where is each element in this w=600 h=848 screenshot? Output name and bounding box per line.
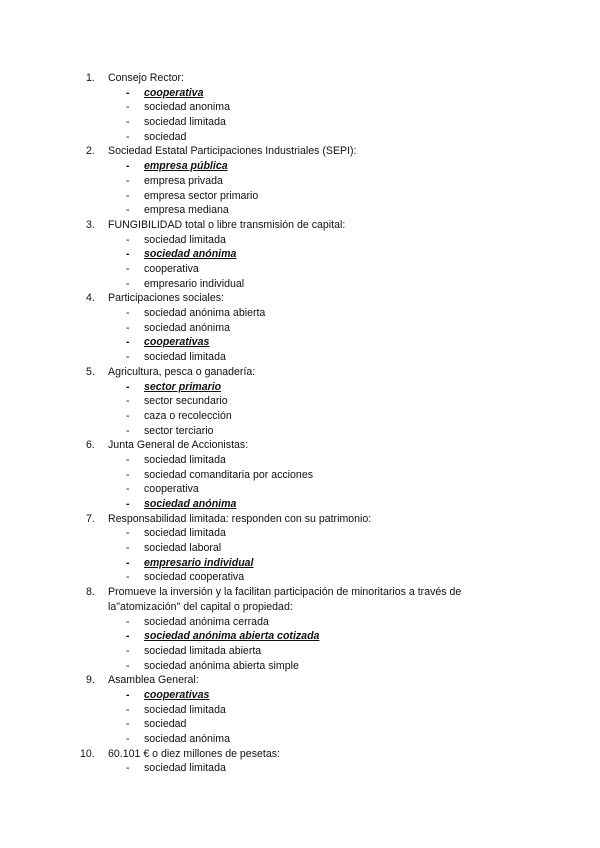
question-line xyxy=(0,512,600,527)
dash-bullet-icon: - xyxy=(126,468,130,481)
answer-option xyxy=(0,659,600,674)
question-item xyxy=(0,673,600,746)
answer-option xyxy=(0,482,600,497)
question-text: Responsabilidad limitada: responden con su patrimonio: xyxy=(108,512,372,525)
dash-bullet-icon: - xyxy=(126,395,130,408)
answer-option-text: sociedad laboral xyxy=(144,542,222,555)
answer-option xyxy=(0,703,600,718)
dash-bullet-icon: - xyxy=(126,556,130,569)
dash-bullet-icon: - xyxy=(126,233,130,246)
answer-option-text: cooperativa xyxy=(144,262,199,275)
answer-option-text: sociedad anonima xyxy=(144,101,230,114)
answer-option-text: empresa privada xyxy=(144,174,223,187)
answer-option-text: sociedad anónima xyxy=(144,733,230,746)
dash-bullet-icon: - xyxy=(126,703,130,716)
dash-bullet-icon: - xyxy=(126,116,130,129)
answer-option xyxy=(0,100,600,115)
question-number: 10. xyxy=(80,747,95,760)
question-line xyxy=(0,673,600,688)
answer-option-text: sociedad limitada xyxy=(144,703,226,716)
answer-option-text: empresario individual xyxy=(144,556,254,569)
correct-answer-option xyxy=(0,247,600,262)
dash-bullet-icon: - xyxy=(126,160,130,173)
correct-answer-option xyxy=(0,688,600,703)
question-item xyxy=(0,144,600,217)
correct-answer-option xyxy=(0,497,600,512)
answer-option xyxy=(0,717,600,732)
answer-option-text: sector terciario xyxy=(144,424,214,437)
answer-option xyxy=(0,262,600,277)
question-number: 7. xyxy=(86,512,95,525)
dash-bullet-icon: - xyxy=(126,204,130,217)
question-item xyxy=(0,585,600,673)
question-text: Promueve la inversión y la facilitan participación de minoritarios a través de la"atomización" del capital o propiedad: xyxy=(108,586,462,613)
answer-option-text: empresa mediana xyxy=(144,204,229,217)
answer-option-text: empresa sector primario xyxy=(144,189,259,202)
correct-answer-option xyxy=(0,159,600,174)
dash-bullet-icon: - xyxy=(126,277,130,290)
dash-bullet-icon: - xyxy=(126,409,130,422)
question-list xyxy=(0,71,600,776)
question-line xyxy=(0,144,600,159)
answer-option-text: empresa pública xyxy=(144,160,228,173)
question-text: Agricultura, pesca o ganadería: xyxy=(108,365,256,378)
question-number: 4. xyxy=(86,292,95,305)
question-item xyxy=(0,71,600,144)
answer-option-text: cooperativa xyxy=(144,483,199,496)
question-number: 9. xyxy=(86,674,95,687)
answer-option xyxy=(0,233,600,248)
answer-option xyxy=(0,130,600,145)
dash-bullet-icon: - xyxy=(126,762,130,775)
dash-bullet-icon: - xyxy=(126,630,130,643)
question-number: 5. xyxy=(86,365,95,378)
question-line xyxy=(0,438,600,453)
answer-option-text: sector primario xyxy=(144,380,222,393)
dash-bullet-icon: - xyxy=(126,483,130,496)
question-line xyxy=(0,291,600,306)
answer-option xyxy=(0,644,600,659)
question-item xyxy=(0,218,600,291)
question-text: FUNGIBILIDAD total o libre transmisión de capital: xyxy=(108,218,346,231)
correct-answer-option xyxy=(0,629,600,644)
dash-bullet-icon: - xyxy=(126,174,130,187)
dash-bullet-icon: - xyxy=(126,336,130,349)
answer-option-text: caza o recolección xyxy=(144,409,232,422)
answer-option-text: cooperativa xyxy=(144,86,204,99)
question-item xyxy=(0,747,600,776)
dash-bullet-icon: - xyxy=(126,542,130,555)
question-number: 1. xyxy=(86,72,95,84)
answer-option xyxy=(0,468,600,483)
answer-option-text: sociedad anónima abierta xyxy=(144,307,266,320)
answer-option-text: sociedad limitada xyxy=(144,527,226,540)
answer-option-text: sociedad limitada abierta xyxy=(144,644,262,657)
answer-option xyxy=(0,277,600,292)
answer-option xyxy=(0,321,600,336)
answer-option-text: sociedad anónima abierta simple xyxy=(144,659,299,672)
question-line xyxy=(0,747,600,762)
answer-option xyxy=(0,526,600,541)
dash-bullet-icon: - xyxy=(126,659,130,672)
answer-option xyxy=(0,306,600,321)
answer-option-text: sociedad limitada xyxy=(144,233,226,246)
question-text: Asamblea General: xyxy=(108,674,199,687)
answer-option xyxy=(0,409,600,424)
question-text: Consejo Rector: xyxy=(108,72,184,84)
question-number: 6. xyxy=(86,439,95,452)
dash-bullet-icon: - xyxy=(126,424,130,437)
answer-option xyxy=(0,189,600,204)
question-number: 3. xyxy=(86,218,95,231)
dash-bullet-icon: - xyxy=(126,101,130,114)
dash-bullet-icon: - xyxy=(126,321,130,334)
answer-option-text: sociedad anónima xyxy=(144,321,230,334)
answer-option-text: sector secundario xyxy=(144,395,228,408)
dash-bullet-icon: - xyxy=(126,189,130,202)
answer-option-text: cooperativas xyxy=(144,689,210,702)
dash-bullet-icon: - xyxy=(126,262,130,275)
correct-answer-option xyxy=(0,556,600,571)
answer-option-text: sociedad anónima cerrada xyxy=(144,615,269,628)
answer-option-text: sociedad limitada xyxy=(144,116,226,129)
dash-bullet-icon: - xyxy=(126,527,130,540)
question-line xyxy=(0,365,600,380)
answer-option-text: sociedad xyxy=(144,130,187,143)
dash-bullet-icon: - xyxy=(126,453,130,466)
correct-answer-option xyxy=(0,380,600,395)
dash-bullet-icon: - xyxy=(126,380,130,393)
answer-option-text: sociedad anónima xyxy=(144,498,237,511)
question-item xyxy=(0,365,600,438)
question-text: 60.101 € o diez millones de pesetas: xyxy=(108,747,280,760)
question-item xyxy=(0,438,600,511)
answer-option-text: sociedad limitada xyxy=(144,762,226,775)
answer-option-text: sociedad cooperativa xyxy=(144,571,245,584)
answer-option-text: sociedad anónima abierta cotizada xyxy=(144,630,320,643)
dash-bullet-icon: - xyxy=(126,615,130,628)
dash-bullet-icon: - xyxy=(126,733,130,746)
answer-option xyxy=(0,174,600,189)
answer-option xyxy=(0,570,600,585)
question-item xyxy=(0,512,600,585)
answer-option-text: cooperativas xyxy=(144,336,210,349)
answer-option xyxy=(0,394,600,409)
question-item xyxy=(0,291,600,364)
correct-answer-option xyxy=(0,335,600,350)
answer-option-text: sociedad limitada xyxy=(144,453,226,466)
question-text: Junta General de Accionistas: xyxy=(108,439,249,452)
question-line xyxy=(0,71,600,86)
answer-option xyxy=(0,115,600,130)
dash-bullet-icon: - xyxy=(126,248,130,261)
answer-option-text: empresario individual xyxy=(144,277,245,290)
dash-bullet-icon: - xyxy=(126,571,130,584)
dash-bullet-icon: - xyxy=(126,351,130,364)
dash-bullet-icon: - xyxy=(126,498,130,511)
answer-option xyxy=(0,203,600,218)
question-text: Sociedad Estatal Participaciones Industriales (SEPI): xyxy=(108,145,357,158)
answer-option xyxy=(0,453,600,468)
question-text: Participaciones sociales: xyxy=(108,292,224,305)
answer-option-text: sociedad xyxy=(144,718,187,731)
answer-option xyxy=(0,350,600,365)
dash-bullet-icon: - xyxy=(126,644,130,657)
question-line xyxy=(0,585,600,614)
answer-option xyxy=(0,541,600,556)
dash-bullet-icon: - xyxy=(126,130,130,143)
answer-option xyxy=(0,761,600,776)
answer-option-text: sociedad limitada xyxy=(144,351,226,364)
question-line xyxy=(0,218,600,233)
answer-option xyxy=(0,424,600,439)
correct-answer-option xyxy=(0,86,600,101)
answer-option-text: sociedad anónima xyxy=(144,248,237,261)
dash-bullet-icon: - xyxy=(126,689,130,702)
answer-option xyxy=(0,732,600,747)
question-number: 8. xyxy=(86,586,95,599)
dash-bullet-icon: - xyxy=(126,86,130,99)
answer-option xyxy=(0,615,600,630)
dash-bullet-icon: - xyxy=(126,307,130,320)
question-number: 2. xyxy=(86,145,95,158)
answer-option-text: sociedad comanditaria por acciones xyxy=(144,468,314,481)
dash-bullet-icon: - xyxy=(126,718,130,731)
